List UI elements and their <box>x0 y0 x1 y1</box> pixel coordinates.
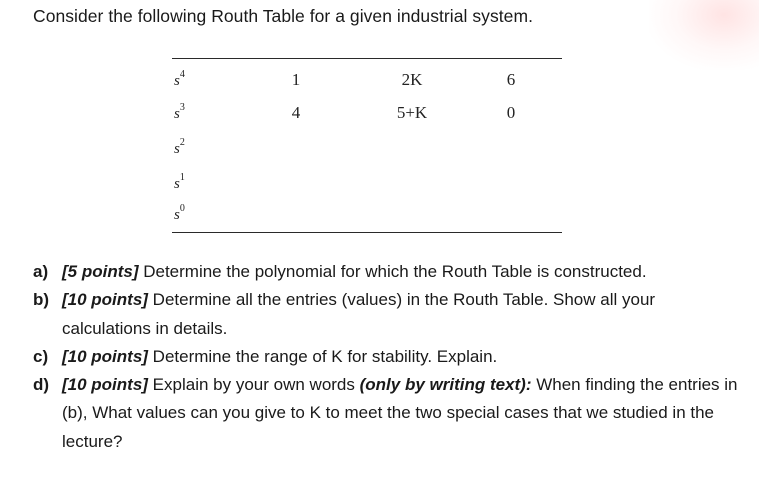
row-label-s1 <box>174 174 185 193</box>
question-c <box>33 343 738 371</box>
row-label-exponent: 1 <box>179 172 185 183</box>
cell-s3-col1: 4 <box>291 103 301 122</box>
question-letter: c) <box>33 346 49 366</box>
question-letter: b) <box>33 290 50 310</box>
question-a <box>33 258 738 286</box>
question-list <box>33 258 738 456</box>
question-d <box>33 371 738 456</box>
corner-decoration <box>649 0 759 70</box>
row-label-exponent: 3 <box>179 102 185 113</box>
question-points: [10 points] <box>62 375 148 395</box>
row-label-base: s <box>174 207 180 223</box>
row-label-s4 <box>174 71 185 90</box>
cell-s3-col3: 0 <box>506 103 516 122</box>
question-points: [5 points] <box>62 262 139 281</box>
problem-heading: Consider the following Routh Table for a given industrial system. <box>33 6 533 26</box>
row-label-base: s <box>174 141 180 157</box>
question-text: Determine the polynomial for which the Routh Table is constructed. <box>138 262 647 281</box>
row-label-s0 <box>174 205 185 224</box>
question-text: Explain by your own words <box>147 375 360 395</box>
question-emphasis: (only by writing text): <box>359 375 532 395</box>
row-label-base: s <box>174 106 180 122</box>
row-label-exponent: 2 <box>179 137 185 148</box>
cell-s3-col2: 5+K <box>396 103 428 122</box>
row-label-base: s <box>174 73 180 89</box>
row-label-s3 <box>174 104 185 123</box>
cell-s4-col1: 1 <box>291 70 301 89</box>
question-b <box>33 286 738 343</box>
question-points: [10 points] <box>62 346 148 366</box>
row-label-base: s <box>174 176 180 192</box>
row-label-s2 <box>174 139 185 158</box>
question-letter: d) <box>33 375 50 395</box>
cell-s4-col3: 6 <box>506 70 516 89</box>
question-text-continued: When finding the entries in (b), What values can you give to K to meet the two special cases that we studied in the lecture? <box>62 375 738 451</box>
question-text: Determine the range of K for stability. Explain. <box>147 346 498 366</box>
question-text: Determine all the entries (values) in the Routh Table. Show all your calculations in details. <box>62 290 656 338</box>
routh-table <box>172 58 562 233</box>
question-points: [10 points] <box>62 290 148 310</box>
question-letter: a) <box>33 262 49 281</box>
cell-s4-col2: 2K <box>401 70 423 89</box>
row-label-exponent: 0 <box>179 203 185 214</box>
row-label-exponent: 4 <box>179 69 185 80</box>
